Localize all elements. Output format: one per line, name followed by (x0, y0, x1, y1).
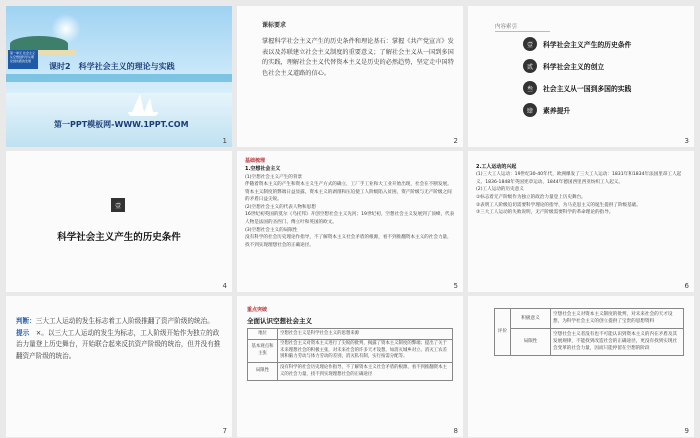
table-row (495, 328, 684, 355)
text-line: ①标志着无产阶级作为独立的政治力量登上历史舞台。 (476, 194, 586, 200)
text-line: 伴随着资本主义的产生和资本主义生产方式的确立，工厂手工业和大工业开始出现，社会在不断发展。资本主义制度的弊端日益显露，资本主义的剥削和压迫使工人阶级陷入贫困，资产阶级与无产阶级之间的矛盾日益尖锐。 (245, 182, 452, 203)
sailboat-sail-icon (144, 98, 153, 112)
unit-logo (8, 50, 38, 69)
badge-icon: 壹 (523, 37, 537, 51)
toc-item (523, 59, 604, 73)
judge-question (16, 316, 222, 328)
slide-number: 1 (222, 137, 227, 145)
evaluation-table (494, 308, 684, 356)
text-line: ②表明工人阶级迫切需要科学理论的指导，为马克思主义的诞生提供了阶级基础。 (476, 202, 641, 208)
slide-number: 4 (222, 282, 227, 290)
slide-number: 8 (453, 427, 458, 435)
toc-item-label: 科学社会主义产生的历史条件 (543, 41, 632, 49)
subsection-title: 1.空想社会主义 (245, 166, 281, 173)
toc-item (523, 81, 631, 95)
slide-thumbnail-6[interactable] (468, 151, 694, 292)
text-line: (1)空想社会主义产生的背景 (245, 174, 303, 180)
table-cell: 没有科学的社会历史理论作指导，不了解资本主义社会矛盾的根源，看不到推翻资本主义的社会力量，找不到实现理想社会的正确途径 (278, 363, 453, 380)
text-line: (2)工人运动的历史意义 (476, 187, 524, 193)
slide-thumbnail-5[interactable] (237, 151, 463, 292)
slide-thumbnail-8[interactable] (237, 296, 463, 437)
slide-body: 掌握科学社会主义产生的历史条件和理论基石：掌握《共产党宣言》发表以及苏联建立社会主义制度的重要意义；了解社会主义从一国到多国的实践，理解社会主义代替资本主义是历史的必然趋势，坚定走中国特色社会主义道路的信心。 (262, 38, 454, 77)
section-title: 科学社会主义产生的历史条件 (57, 232, 181, 243)
table-row (495, 309, 684, 329)
slide-title: 课时2 科学社会主义的理论与实践 (49, 62, 175, 71)
table-cell: 空想社会主义对资本主义制度的批判，对未来社会的天才设想，为科学社会主义的创立提供了宝贵的思想资料 (551, 309, 684, 329)
slide-thumbnail-4[interactable] (6, 151, 232, 292)
slide-thumbnail-2[interactable] (237, 6, 463, 147)
section-tag: 重点突破 (247, 307, 268, 313)
table-cell: 局限性 (248, 363, 278, 380)
slide-thumbnail-9[interactable] (468, 296, 694, 437)
table-cell: 空想社会主义对资本主义进行了尖锐的批判，揭露了资本主义制度的弊端；提出了关于未来理想社会的积极主张，对未来社会的许多天才设想，如消灭城乡对立、消灭工农差别和脑力劳动与体力劳动的差别，消灭私有制，实行按需分配等。 (278, 339, 453, 363)
tip-answer (16, 328, 222, 363)
badge-icon: 叁 (523, 81, 537, 95)
table-row (248, 363, 453, 380)
toc-item-label: 社会主义从一国到多国的实践 (543, 85, 632, 93)
text-line: (2)空想社会主义的代表人物和思想 (245, 204, 316, 210)
toc-item-label: 科学社会主义的创立 (543, 63, 605, 71)
table-cell: 局限性 (511, 328, 551, 355)
badge-icon: 肆 (523, 103, 537, 117)
section-badge-icon: 壹 (111, 198, 125, 212)
text-line: 没有科学的社会历史理论作指导，不了解资本主义社会矛盾的根源，看不到推翻资本主义的社会力量，找不到实现理想社会的正确途径。 (245, 235, 452, 248)
table-row (248, 329, 453, 340)
table-cell: 空想社会主义者没有也不可能认识到资本主义的内在矛盾及其发展规律，不能找到改造社会的正确途径，更没有找到实现社会变革的社会力量，因而只能停留在空想的阶段 (551, 328, 684, 355)
sailboat-hull-icon (128, 112, 158, 116)
slide-thumbnail-3[interactable] (468, 6, 694, 147)
toc-item (523, 37, 631, 51)
toc-item-label: 素养提升 (543, 107, 571, 115)
table-cell: 地位 (248, 329, 278, 340)
divider (495, 31, 550, 32)
slide-number: 9 (684, 427, 689, 435)
summary-table (247, 328, 453, 381)
table-cell: 基本观点和主张 (248, 339, 278, 363)
text-line: 16世纪初英国的莫尔《乌托邦》开创空想社会主义先河；19世纪初，空想社会主义发展到了顶峰，代表人物是法国的圣西门、傅立叶和英国的欧文。 (245, 212, 455, 225)
text-line: ③三大工人运动的失败说明，无产阶级需要科学的革命理论的指导。 (476, 210, 614, 216)
table-cell: 积极意义 (511, 309, 551, 329)
slide-heading: 课标要求 (262, 22, 287, 29)
slide-thumbnail-1[interactable] (6, 6, 232, 147)
unit-logo-text: 第一单元 社会主义从空想到科学从理论到实践的发展 (10, 51, 35, 63)
text-line: (3)空想社会主义的局限性 (245, 227, 298, 233)
tip-label: 提示 (16, 328, 30, 337)
subsection-title: 2.工人运动的兴起 (476, 164, 517, 170)
slide-number: 5 (453, 282, 458, 290)
slide-thumbnail-7[interactable] (6, 296, 232, 437)
section-tag: 基础梳理 (245, 158, 266, 164)
slide-number: 2 (453, 137, 458, 145)
sailboat-icon (132, 94, 144, 112)
judge-text: 三大工人运动的发生标志着工人阶级推翻了资产阶级的统治。 (35, 317, 214, 325)
table-cell: 空想社会主义是科学社会主义的思想来源 (278, 329, 453, 340)
badge-icon: 贰 (523, 59, 537, 73)
slide-number: 7 (222, 427, 227, 435)
slide-number: 6 (684, 282, 689, 290)
tip-text: ×。以三大工人运动的发生为标志，工人阶级开始作为独立的政治力量登上历史舞台，开始联合起来反抗资产阶级的统治，但并没有推翻资产阶级的统治。 (16, 328, 221, 360)
slide-title: 全面认识空想社会主义 (247, 317, 312, 325)
toc-item (523, 103, 570, 117)
site-watermark: 第一PPT模板网-WWW.1PPT.COM (54, 120, 189, 129)
judge-label: 判断： (16, 317, 36, 325)
slide-number: 3 (684, 137, 689, 145)
shore-image (6, 74, 232, 82)
text-line: (1)三大工人运动：19世纪30-40年代，欧洲爆发了三大工人运动：1831年和1834年法国里昂工人起义、1836-1848年英国宪章运动、1844年德国西里西亚纺织工人起义。 (476, 172, 682, 185)
table-cell: 评价 (495, 309, 511, 356)
table-row (248, 339, 453, 363)
slide-heading: 内容索引 (495, 24, 518, 30)
